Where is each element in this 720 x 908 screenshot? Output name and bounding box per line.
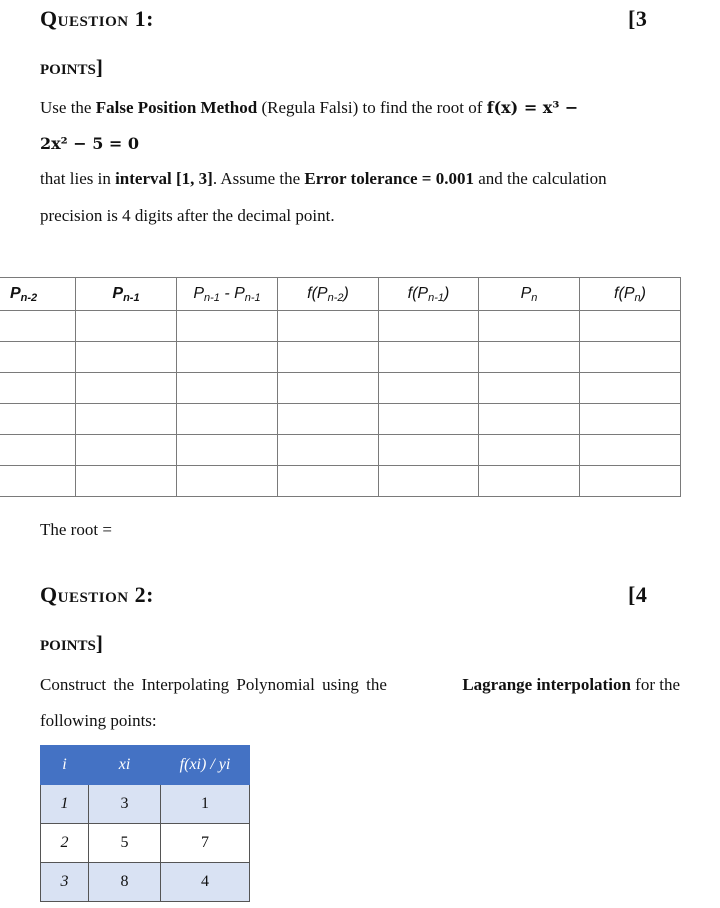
question1-line3: that lies in interval [1, 3]. Assume the Error tolerance = 0.001 and the calculation	[40, 169, 607, 188]
lagrange-header-row	[41, 746, 250, 785]
question2-points-close: points]	[40, 631, 103, 655]
question1-heading: Question 1:	[40, 6, 154, 31]
table-row	[41, 785, 250, 824]
table-row	[0, 373, 681, 404]
table-row	[0, 342, 681, 373]
header-p-diff: $P_{n-1} - P_{n-1}$	[177, 278, 278, 311]
header-f-p-n: $f(P_n)$	[580, 278, 681, 311]
cell-i: 2	[41, 824, 89, 863]
cell-y: 1	[161, 785, 250, 824]
question1-line2: 2x² − 5 = 0	[40, 134, 140, 153]
header-p-n-2: $P_{n-2}$	[0, 278, 76, 311]
cell-y: 7	[161, 824, 250, 863]
cell-x: 8	[89, 863, 161, 902]
question2-points-open: [4	[628, 582, 648, 607]
table-row	[0, 404, 681, 435]
cell-x: 3	[89, 785, 161, 824]
table-row	[0, 466, 681, 497]
header-xi: xi	[89, 746, 161, 785]
question2-line2: following points:	[40, 711, 157, 730]
table-row	[0, 435, 681, 466]
table-row	[41, 824, 250, 863]
question1-points-open: [3	[628, 6, 648, 31]
root-label: The root =	[40, 520, 112, 539]
question1-line1: Use the False Position Method (Regula Falsi) to find the root of f(x) = x³ −	[40, 98, 579, 117]
header-f-p-n-1: $f(P_{n-1})$	[379, 278, 479, 311]
question1-points-close: points]	[40, 55, 103, 79]
header-fxi-yi: f(xi) / yi	[161, 746, 250, 785]
table-row	[0, 311, 681, 342]
header-f-p-n-2: $f(P_{n-2})$	[278, 278, 379, 311]
question1-line4: precision is 4 digits after the decimal point.	[40, 206, 335, 225]
cell-x: 5	[89, 824, 161, 863]
lagrange-points-table	[40, 745, 250, 902]
false-position-table	[0, 277, 681, 497]
cell-y: 4	[161, 863, 250, 902]
table-header-row	[0, 278, 681, 311]
question2-heading: Question 2:	[40, 582, 154, 607]
table-row	[41, 863, 250, 902]
cell-i: 1	[41, 785, 89, 824]
cell-i: 3	[41, 863, 89, 902]
question2-line1: Construct the Interpolating Polynomial using the Lagrange interpolation for the	[40, 675, 680, 694]
header-p-n-1: $P_{n-1}$	[76, 278, 177, 311]
header-p-n: $P_n$	[479, 278, 580, 311]
header-i: i	[41, 746, 89, 785]
